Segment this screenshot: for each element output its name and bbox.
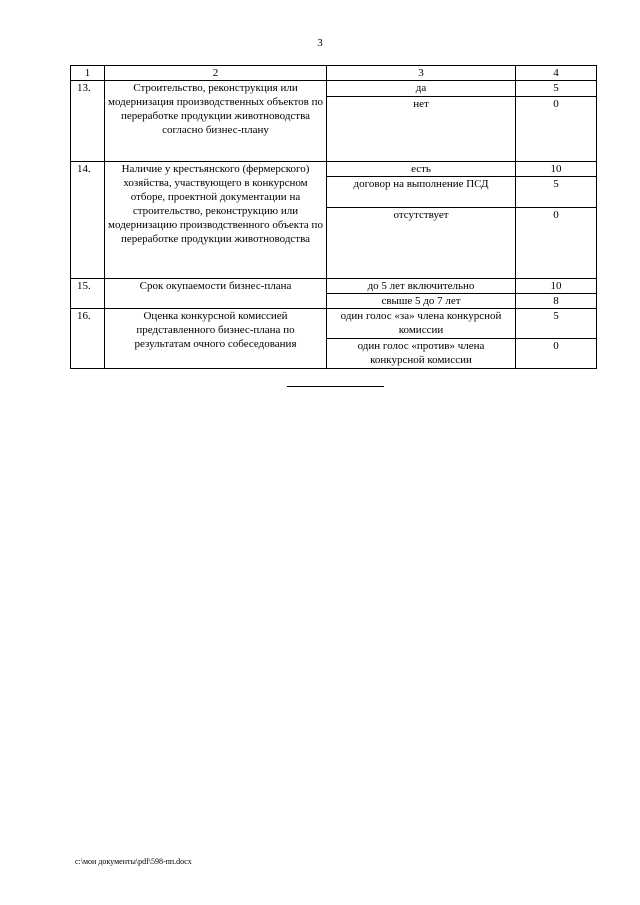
row-number: 15. — [71, 279, 105, 309]
criterion-cell: Оценка конкурсной комиссией представленного бизнес-плана по результатам очного собеседования — [105, 309, 327, 369]
option-cell: есть — [327, 162, 516, 177]
option-cell: свыше 5 до 7 лет — [327, 294, 516, 309]
option-cell: договор на выполнение ПСД — [327, 177, 516, 208]
score-cell: 8 — [516, 294, 597, 309]
header-cell-1: 1 — [71, 66, 105, 81]
option-cell: до 5 лет включительно — [327, 279, 516, 294]
table-row — [71, 81, 597, 97]
table-row — [71, 279, 597, 294]
score-cell: 5 — [516, 309, 597, 339]
score-cell: 0 — [516, 339, 597, 369]
criteria-table — [70, 65, 597, 369]
table-header-row — [71, 66, 597, 81]
page-number: 3 — [317, 37, 323, 49]
score-cell: 10 — [516, 162, 597, 177]
row-number: 16. — [71, 309, 105, 369]
criterion-cell: Строительство, реконструкция или модернизация производственных объектов по переработке продукции животноводства согласно бизнес-плану — [105, 81, 327, 162]
option-cell: один голос «за» члена конкурсной комиссии — [327, 309, 516, 339]
header-cell-2: 2 — [105, 66, 327, 81]
closing-divider — [287, 386, 384, 387]
score-cell: 0 — [516, 97, 597, 162]
option-cell: отсутствует — [327, 208, 516, 279]
file-path-footer: c:\мои документы\pdf\598-пп.docx — [75, 857, 192, 866]
option-cell: один голос «против» члена конкурсной комиссии — [327, 339, 516, 369]
table-row — [71, 162, 597, 177]
score-cell: 5 — [516, 81, 597, 97]
row-number: 14. — [71, 162, 105, 279]
header-cell-4: 4 — [516, 66, 597, 81]
header-cell-3: 3 — [327, 66, 516, 81]
table-row — [71, 309, 597, 339]
criterion-cell: Срок окупаемости бизнес-плана — [105, 279, 327, 309]
row-number: 13. — [71, 81, 105, 162]
score-cell: 0 — [516, 208, 597, 279]
option-cell: нет — [327, 97, 516, 162]
score-cell: 5 — [516, 177, 597, 208]
criterion-cell: Наличие у крестьянского (фермерского) хозяйства, участвующего в конкурсном отборе, проектной документации на строительство, реконструкцию или модернизацию производственного объекта по переработке продукции животноводства — [105, 162, 327, 279]
option-cell: да — [327, 81, 516, 97]
score-cell: 10 — [516, 279, 597, 294]
